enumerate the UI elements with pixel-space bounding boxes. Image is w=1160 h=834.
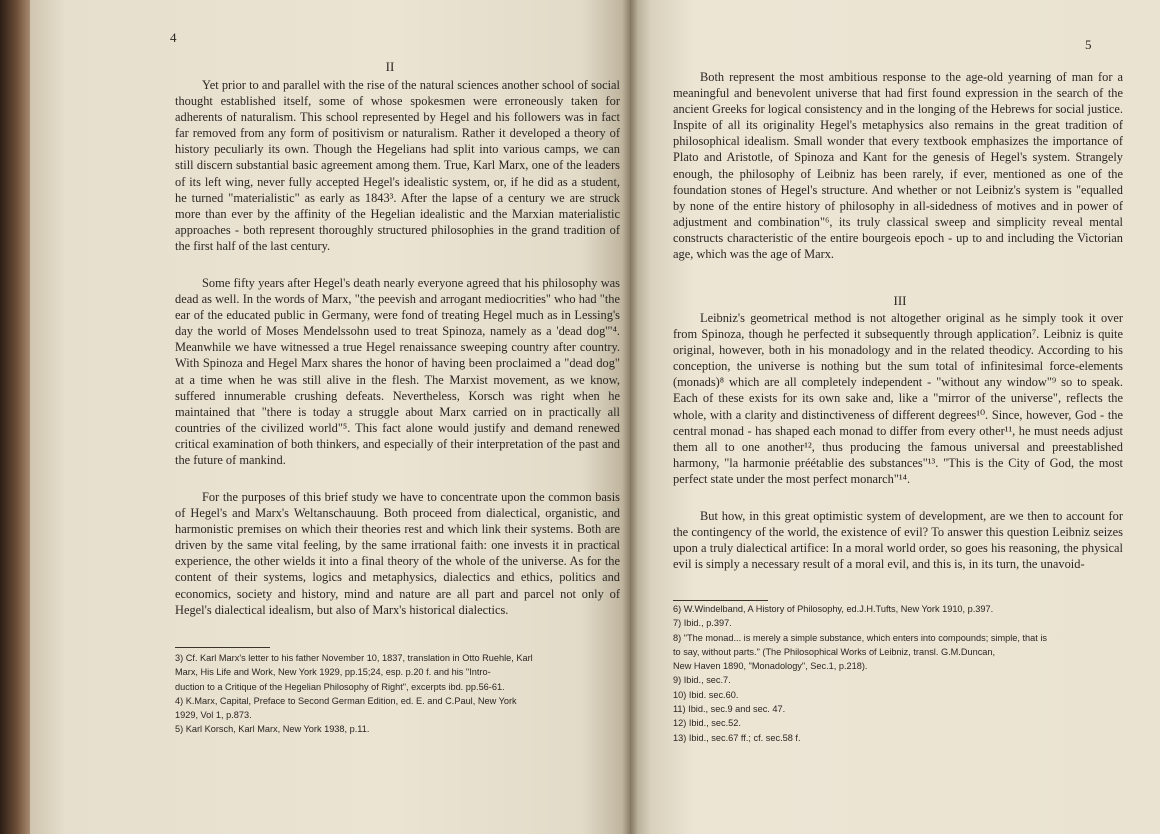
footnote-line: 8) "The monad... is merely a simple substance, which enters into compounds; simple, that is [673,632,1047,643]
footnote-line: 3) Cf. Karl Marx's letter to his father November 10, 1837, translation in Otto Ruehle, Karl [175,653,533,663]
footnote-line: Marx, His Life and Work, New York 1929, pp.15;24, esp. p.20 f. and his "Intro- [175,667,491,678]
footnote-rule-left [175,647,270,648]
left-paragraph-1: Yet prior to and parallel with the rise of the natural sciences another school of social thought established itself, some of whose spokesmen were erroneously taken for adherents of naturalism. This school represented by Hegel and his followers was in fact far removed from any form of positivism or naturalism. Rather it developed a theory of history peculiarly its own. Though the Hegelians had split into various camps, we can still discern substantial basic agreement among them. True, Karl Marx, one of the leaders of its left wing, never fully accepted Hegel's idealistic system, or, if he did as a student, he turned "materialistic" as early as 1843³. After the lapse of a century we are struck more than ever by the affinity of the Hegelian idealistic and the Marxian materialistic approaches - both represent thoroughly structured philosophies in the grand tradition of the first half of the last century. [175,78,620,253]
section-heading-ii: II [385,59,395,74]
footnote-line: 10) Ibid. sec.60. [673,689,739,700]
left-page [30,0,630,834]
page-number-right: 5 [1085,37,1092,52]
section-heading-iii: III [893,293,907,308]
footnote-line: 5) Karl Korsch, Karl Marx, New York 1938, p.11. [175,724,370,735]
footnote-line: 12) Ibid., sec.52. [673,718,741,729]
left-paragraph-3: For the purposes of this brief study we have to concentrate upon the common basis of Hegel's and Marx's Weltanschauung. Both proceed from dialectical, organistic, and harmonistic premises on which their theories rest and which link their systems. Both are driven by the same vital feeling, by the same irrational faith: one invests it in practical experience, the other wields it into a final theory of the whole of the universe. As for the content of their systems, logics and metaphysics, dialectics and ethics, politics and economics, society and history, mind and nature are all part and parcel not only of Hegel's dialectical idealism, but also of Marx's historical dialectics. [175,490,620,617]
footnote-line: 6) W.Windelband, A History of Philosophy, ed.J.H.Tufts, New York 1910, p.397. [673,604,994,614]
left-paragraph-2: Some fifty years after Hegel's death nearly everyone agreed that his philosophy was dead as well. In the words of Marx, "the peevish and arrogant mediocrities" who had "the ear of the educated public in Germany, were fond of treating Hegel much as in Lessing's day the world of Moses Mendelssohn used to treat Spinoza, namely as a 'dead dog'"⁴. Meanwhile we have witnessed a true Hegel renaissance sweeping country after country. With Spinoza and Hegel Marx shares the honor of having been proclaimed a "dead dog" at a time when he was still alive in the flesh. The Marxist movement, as we know, suffered innumerable crushing defeats. Nevertheless, Korsch was right when he maintained that "there is today a struggle about Marx carried on in practically all countries of the civilized world"⁵. This fact alone would justify and demand renewed critical examination of both thinkers, and especially of their interpretation of the past and the future of mankind. [175,276,620,468]
book-gutter [622,0,638,834]
footnotes-right [673,602,1128,745]
footnote-rule-right [673,600,768,601]
footnote-line: duction to a Critique of the Hegelian Philosophy of Right", excerpts ibd. pp.56-61. [175,681,505,692]
right-paragraph-2: Leibniz's geometrical method is not altogether original as he simply took it over from Spinoza, though he perfected it subsequently through application⁷. Leibniz is quite original, however, both in his monadology and in the related theodicy. According to his conception, the universe is nothing but the sum total of infinitesimal force-elements (monads)⁸ which are all completely independent - "without any window"⁹ so to speak. Each of these exists for its own sake and, like a "mirror of the universe", reflects the whole, with a clarity and distinctiveness of different degrees¹⁰. Since, however, God - the central monad - has shaped each monad to differ from every other¹¹, he must needs adjust them all to one another¹², thus producing the famous universal and preestablished harmony, "la harmonie préétablie des substances"¹³. "This is the City of God, the most perfect state under the most perfect monarch"¹⁴. [673,311,1123,486]
footnote-line: 13) Ibid., sec.67 ff.; cf. sec.58 f. [673,732,801,743]
right-paragraph-3: But how, in this great optimistic system of development, are we then to account for the contingency of the world, the existence of evil? To answer this question Leibniz seizes upon a truly dialectical artifice: In a moral world order, so goes his reasoning, the physical evil is simply a necessary result of a moral evil, and this is, in its turn, the unavoid- [673,509,1123,572]
book-edge [0,0,30,834]
page-number-left: 4 [170,30,177,45]
footnote-line: 1929, Vol 1, p.873. [175,710,252,721]
footnote-line: 7) Ibid., p.397. [673,618,732,629]
footnote-line: 4) K.Marx, Capital, Preface to Second German Edition, ed. E. and C.Paul, New York [175,695,517,706]
footnotes-left [175,651,625,737]
footnote-line: 11) Ibid., sec.9 and sec. 47. [673,704,786,715]
footnote-line: New Haven 1890, "Monadology", Sec.1, p.218). [673,661,868,672]
footnote-line: 9) Ibid., sec.7. [673,675,731,686]
footnote-line: to say, without parts." (The Philosophical Works of Leibniz, transl. G.M.Duncan, [673,646,996,657]
right-page [630,0,1160,834]
right-paragraph-1: Both represent the most ambitious response to the age-old yearning of man for a meaningful and benevolent universe that had first found expression in the search of the ancient Greeks for logical consistency and in the longing of the Hebrews for social justice. Inspite of all its originality Hegel's metaphysics also remains in the great tradition of philosophical idealism. Small wonder that every textbook emphasizes the importance of Plato and Aristotle, of Spinoza and Kant for the genesis of Hegel's system. Strangely enough, the philosophy of Leibniz has been rarely, if ever, mentioned as one of the foundation stones of Hegel's structure. And whether or not Leibniz's system is "equalled by none of the entire history of philosophy in all-sidedness of motives and in power of adjustment and combination"⁶, its truly classical sweep and simplicity reveal mental constructs characteristic of the entire bourgeois epoch - up to and including the Victorian age, which was the age of Marx. [673,70,1123,262]
